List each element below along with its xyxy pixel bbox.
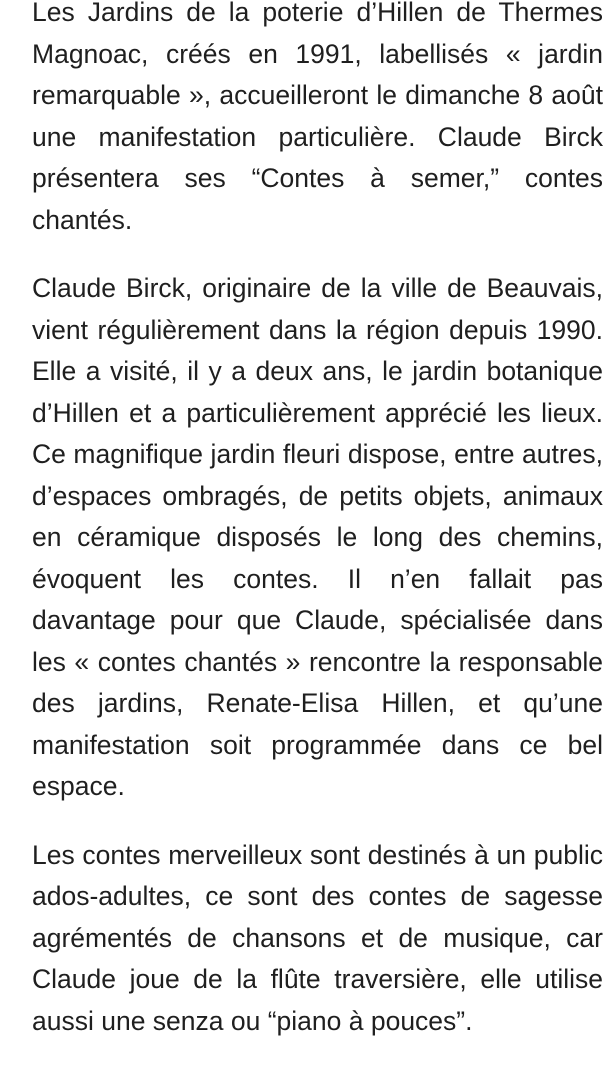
paragraph-event-announcement: Les Jardins de la poterie d’Hillen de Thermes Magnoac, créés en 1991, labellisés « jardin remarquable », accueilleront le dimanche 8 août une manifestation particulière. Claude Birck présentera ses “Contes à semer,” contes chantés. <box>32 0 603 235</box>
paragraph-tales-description: Les contes merveilleux sont destinés à un public ados-adultes, ce sont des contes de sagesse agrémentés de chansons et de musique, car Claude joue de la flûte traversière, elle utilise aussi une senza ou “piano à pouces”. <box>32 839 603 1036</box>
paragraph-storyteller-background: Claude Birck, originaire de la ville de Beauvais, vient régulièrement dans la région depuis 1990. Elle a visité, il y a deux ans, le jardin botanique d’Hillen et a particulièrement apprécié les lieux. Ce magnifique jardin fleuri dispose, entre autres, d’espaces ombragés, de petits objets, animaux en céramique disposés le long des chemins, évoquent les contes. Il n’en fallait pas davantage pour que Claude, spécialisée dans les « contes chantés » rencontre la responsable des jardins, Renate-Elisa Hillen, et qu’une manifestation soit programmée dans ce bel espace. <box>32 273 603 801</box>
